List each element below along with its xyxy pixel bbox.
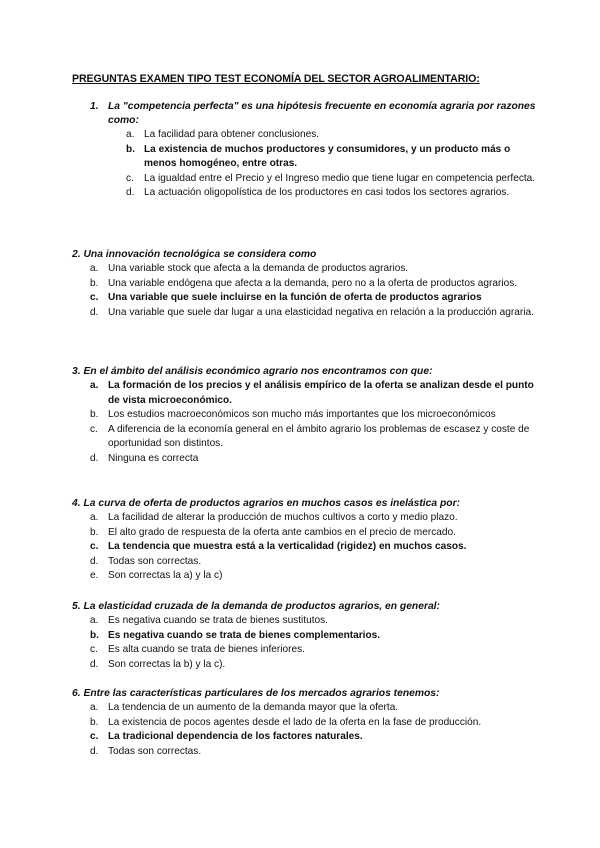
- option-letter: b.: [90, 277, 99, 289]
- option-letter: c.: [90, 731, 99, 742]
- option-a: [72, 128, 542, 143]
- question-text: [72, 365, 542, 379]
- option-letter: e.: [90, 570, 99, 581]
- document-title: PREGUNTAS EXAMEN TIPO TEST ECONOMÍA DEL SECTOR AGROALIMENTARIO:: [72, 73, 480, 85]
- option-list: [72, 614, 542, 672]
- option-b-correct: [72, 629, 542, 644]
- question-2: [72, 248, 542, 320]
- option-letter: d.: [126, 187, 135, 198]
- option-letter: b.: [126, 143, 135, 155]
- option-a: [72, 511, 542, 526]
- option-text: La facilidad de alterar la producción de muchos cultivos a corto y medio plazo.: [108, 512, 458, 523]
- option-letter: b.: [90, 526, 99, 538]
- option-list: [72, 379, 542, 466]
- question-1: [72, 100, 542, 201]
- option-letter: b.: [90, 629, 99, 641]
- option-letter: d.: [90, 555, 99, 567]
- option-letter: d.: [90, 658, 99, 670]
- option-a: [72, 701, 542, 716]
- question-label: La "competencia perfecta" es una hipótesis frecuente en economía agraria por razones como:: [108, 101, 536, 126]
- option-letter: c.: [126, 172, 134, 184]
- option-text: Todas son correctas.: [108, 745, 202, 757]
- option-text: Una variable stock que afecta a la demanda de productos agrarios.: [108, 263, 409, 274]
- question-label: Entre las características particulares de los mercados agrarios tenemos:: [83, 688, 440, 699]
- option-c-correct: [72, 730, 542, 745]
- option-list: [72, 511, 542, 584]
- option-letter: b.: [90, 409, 99, 420]
- option-d: [72, 452, 542, 467]
- option-letter: a.: [90, 263, 99, 274]
- option-text: El alto grado de respuesta de la oferta ante cambios en el precio de mercado.: [108, 526, 456, 538]
- option-text: Una variable endógena que afecta a la demanda, pero no a la oferta de productos agrarios.: [108, 277, 518, 289]
- option-text: La existencia de muchos productores y consumidores, y un producto más o menos homogéneo, entre otras.: [144, 143, 511, 169]
- option-c: [72, 172, 542, 187]
- question-5: [72, 600, 542, 672]
- question-label: La elasticidad cruzada de la demanda de productos agrarios, en general:: [83, 601, 440, 612]
- option-text: Ninguna es correcta: [108, 452, 199, 464]
- option-letter: c.: [90, 423, 98, 435]
- option-b-correct: [72, 143, 542, 172]
- question-number: 3.: [72, 366, 81, 377]
- option-e: [72, 569, 542, 584]
- option-d: [72, 186, 542, 201]
- option-letter: b.: [90, 716, 99, 728]
- option-letter: c.: [90, 644, 98, 655]
- option-text: Una variable que suele dar lugar a una elasticidad negativa en relación a la producción agraria.: [108, 306, 534, 318]
- option-b: [72, 277, 542, 292]
- option-letter: d.: [90, 745, 99, 757]
- option-letter: a.: [90, 615, 99, 626]
- option-list: [72, 128, 542, 201]
- option-text: Son correctas la a) y la c): [108, 570, 223, 581]
- option-d: [72, 658, 542, 673]
- question-text: [72, 497, 542, 511]
- option-text: Son correctas la b) y la c).: [108, 658, 226, 670]
- option-text: La tradicional dependencia de los factores naturales.: [108, 731, 363, 742]
- option-text: La igualdad entre el Precio y el Ingreso medio que tiene lugar en competencia perfecta.: [144, 172, 536, 184]
- option-c-correct: [72, 291, 542, 306]
- option-letter: a.: [90, 512, 99, 523]
- option-a: [72, 614, 542, 629]
- question-text: [72, 248, 542, 262]
- question-label: En el ámbito del análisis económico agrario nos encontramos con que:: [83, 366, 433, 377]
- question-number: 4.: [72, 498, 81, 509]
- option-b: [72, 526, 542, 541]
- option-text: Una variable que suele incluirse en la función de oferta de productos agrarios: [108, 292, 482, 303]
- option-text: Es negativa cuando se trata de bienes sustitutos.: [108, 615, 328, 626]
- option-letter: d.: [90, 452, 99, 464]
- option-c-correct: [72, 540, 542, 555]
- question-number: 5.: [72, 601, 81, 612]
- question-label: La curva de oferta de productos agrarios en muchos casos es inelástica por:: [83, 498, 460, 509]
- question-label: Una innovación tecnológica se considera como: [83, 249, 317, 260]
- question-4: [72, 497, 542, 584]
- option-c: [72, 423, 542, 452]
- option-text: Es alta cuando se trata de bienes inferiores.: [108, 644, 305, 655]
- question-text: [72, 100, 542, 128]
- question-number: 1.: [90, 101, 99, 112]
- option-text: Los estudios macroeconómicos son mucho más importantes que los microeconómicos: [108, 409, 496, 420]
- option-b: [72, 408, 542, 423]
- option-text: A diferencia de la economía general en el ámbito agrario los problemas de escasez y coste de oportunidad son distintos.: [108, 423, 530, 449]
- option-a-correct: [72, 379, 542, 408]
- option-letter: a.: [90, 380, 99, 391]
- option-d: [72, 306, 542, 321]
- option-d: [72, 745, 542, 760]
- option-list: [72, 262, 542, 320]
- option-text: Todas son correctas.: [108, 555, 202, 567]
- option-text: La tendencia que muestra está a la verticalidad (rigidez) en muchos casos.: [108, 541, 467, 552]
- option-list: [72, 701, 542, 759]
- option-letter: a.: [90, 702, 99, 713]
- question-number: 2.: [72, 249, 81, 260]
- option-letter: d.: [90, 306, 99, 318]
- option-c: [72, 643, 542, 658]
- question-number: 6.: [72, 688, 81, 699]
- option-text: La formación de los precios y el análisis empírico de la oferta se analizan desde el punto de vista microeconómico.: [108, 380, 534, 406]
- option-a: [72, 262, 542, 277]
- question-text: [72, 600, 542, 614]
- option-text: La actuación oligopolística de los productores en casi todos los sectores agrarios.: [144, 187, 510, 198]
- option-text: La facilidad para obtener conclusiones.: [144, 129, 320, 140]
- option-letter: a.: [126, 129, 135, 140]
- option-text: Es negativa cuando se trata de bienes complementarios.: [108, 629, 381, 641]
- question-text: [72, 687, 542, 701]
- option-d: [72, 555, 542, 570]
- option-letter: c.: [90, 541, 99, 552]
- option-b: [72, 716, 542, 731]
- option-letter: c.: [90, 292, 99, 303]
- question-6: [72, 687, 542, 759]
- option-text: La tendencia de un aumento de la demanda mayor que la oferta.: [108, 702, 399, 713]
- question-3: [72, 365, 542, 466]
- option-text: La existencia de pocos agentes desde el lado de la oferta en la fase de producción.: [108, 716, 482, 728]
